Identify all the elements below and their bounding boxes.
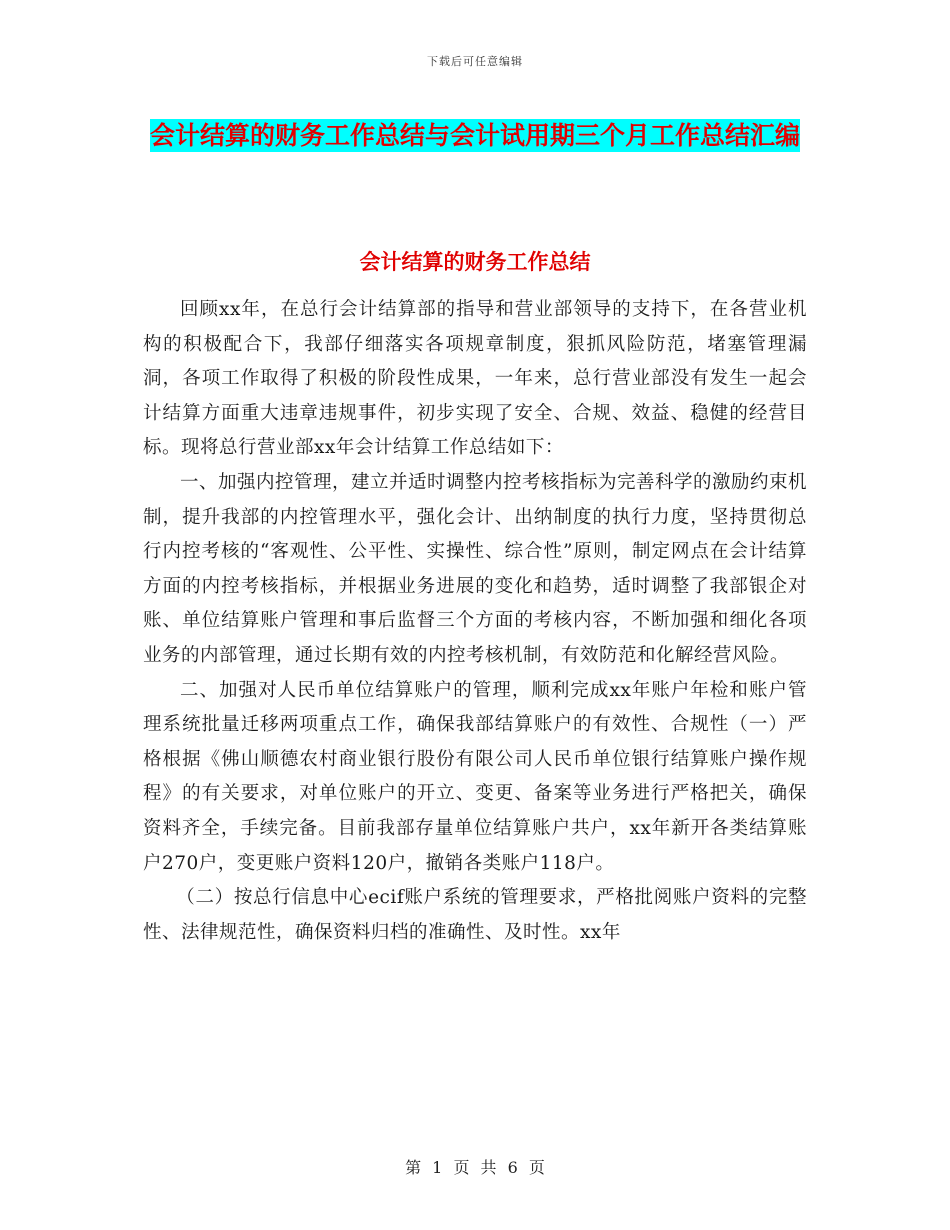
document-title (140, 112, 810, 159)
paragraph-internal-control: 一、加强内控管理，建立并适时调整内控考核指标为完善科学的激励约束机制，提升我部的内控管理水平，强化会计、出纳制度的执行力度，坚持贯彻总行内控考核的“客观性、公平性、实操性、综合性”原则，制定网点在会计结算方面的内控考核指标，并根据业务进展的变化和趋势，适时调整了我部银企对账、单位结算账户管理和事后监督三个方面的考核内容，不断加强和细化各项业务的内部管理，通过长期有效的内控考核机制，有效防范和化解经营风险。 (143, 471, 808, 666)
header-note: 下载后可任意编辑 (427, 55, 523, 68)
page-number: 第 1 页 共 6 页 (405, 1158, 545, 1177)
section-title: 会计结算的财务工作总结 (359, 250, 591, 274)
paragraph-ecif-system: （二）按总行信息中心ecif账户系统的管理要求，严格批阅账户资料的完整性、法律规范性，确保资料归档的准确性、及时性。xx年 (143, 887, 807, 943)
paragraph-account-management: 二、加强对人民币单位结算账户的管理，顺利完成xx年账户年检和账户管理系统批量迁移两项重点工作，确保我部结算账户的有效性、合规性（一）严格根据《佛山顺德农村商业银行股份有限公司人民币单位银行结算账户操作规程》的有关要求，对单位账户的开立、变更、备案等业务进行严格把关，确保资料齐全，手续完备。目前我部存量单位结算账户共户，xx年新开各类结算账户270户，变更账户资料120户，撤销各类账户118户。 (143, 679, 807, 874)
paragraph-intro: 回顾xx年，在总行会计结算部的指导和营业部领导的支持下，在各营业机构的积极配合下，我部仔细落实各项规章制度，狠抓风险防范，堵塞管理漏洞，各项工作取得了积极的阶段性成果，一年来，总行营业部没有发生一起会计结算方面重大违章违规事件，初步实现了安全、合规、效益、稳健的经营目标。现将总行营业部xx年会计结算工作总结如下： (143, 299, 807, 459)
document-body (143, 293, 807, 950)
document-title-text: 会计结算的财务工作总结与会计试用期三个月工作总结汇编 (149, 121, 800, 150)
